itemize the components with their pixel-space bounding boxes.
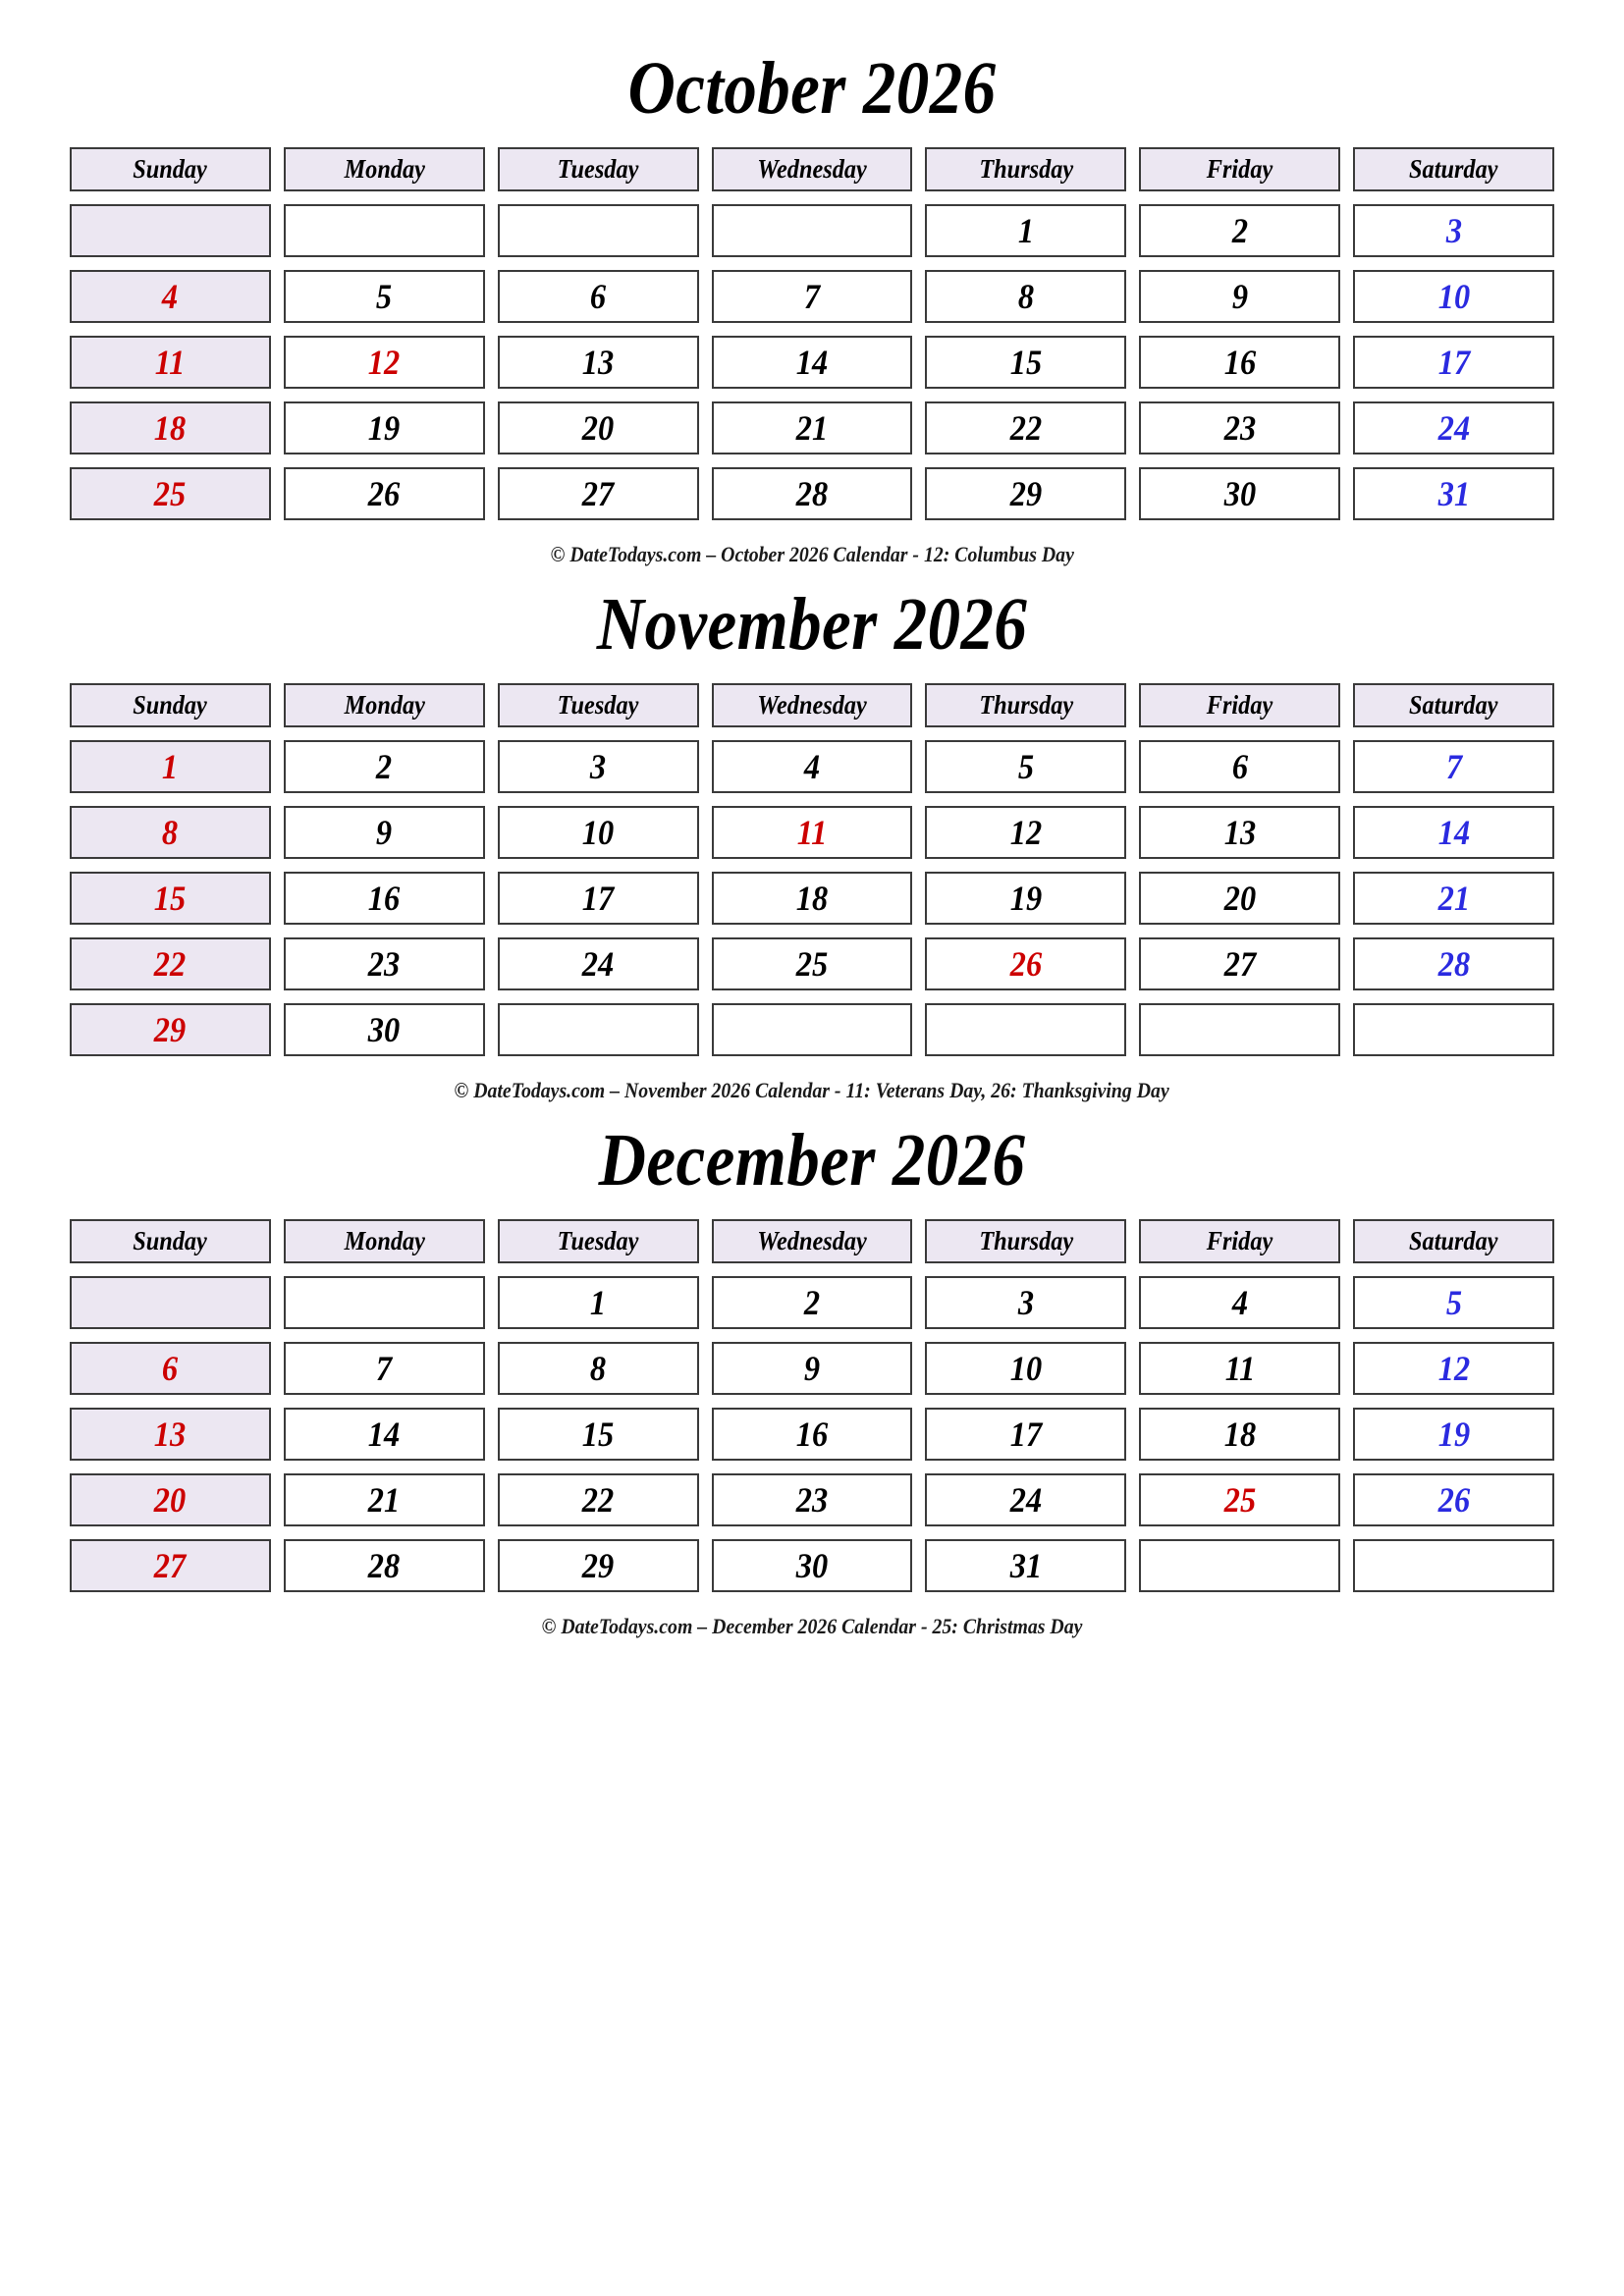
weekday-header-thursday bbox=[925, 147, 1126, 191]
day-number: 1 bbox=[590, 1283, 607, 1322]
day-cell[interactable] bbox=[925, 1408, 1126, 1461]
day-cell[interactable] bbox=[498, 1473, 699, 1526]
day-number: 9 bbox=[1231, 277, 1248, 316]
day-number: 20 bbox=[581, 408, 615, 448]
day-cell[interactable] bbox=[284, 1003, 485, 1056]
day-cell[interactable] bbox=[712, 1473, 913, 1526]
day-cell[interactable] bbox=[284, 740, 485, 793]
weekday-header-label: Wednesday bbox=[757, 1226, 867, 1255]
weekday-header-saturday bbox=[1353, 683, 1554, 727]
weekday-header-label: Thursday bbox=[978, 1226, 1073, 1255]
day-number: 5 bbox=[376, 277, 393, 316]
day-cell[interactable] bbox=[1139, 1473, 1340, 1526]
day-cell[interactable] bbox=[712, 467, 913, 520]
day-cell[interactable] bbox=[70, 1539, 271, 1592]
weekday-header-label: Monday bbox=[344, 154, 425, 184]
day-number: 19 bbox=[1009, 879, 1043, 918]
day-cell[interactable] bbox=[1353, 204, 1554, 257]
day-number: 21 bbox=[368, 1480, 401, 1520]
day-number: 18 bbox=[795, 879, 829, 918]
month-title: December 2026 bbox=[598, 1119, 1026, 1201]
day-cell[interactable] bbox=[1139, 740, 1340, 793]
day-number: 5 bbox=[1445, 1283, 1462, 1322]
months-container bbox=[0, 47, 1624, 1659]
day-cell[interactable] bbox=[284, 270, 485, 323]
month-title: October 2026 bbox=[627, 47, 997, 130]
day-cell[interactable] bbox=[712, 1342, 913, 1395]
weekday-header-label: Friday bbox=[1206, 690, 1273, 720]
day-cell-empty bbox=[712, 1003, 913, 1056]
day-cell[interactable] bbox=[1139, 401, 1340, 454]
day-cell[interactable] bbox=[1353, 806, 1554, 859]
weekday-header-sunday bbox=[70, 683, 271, 727]
day-number: 11 bbox=[155, 343, 186, 382]
day-cell[interactable] bbox=[1139, 806, 1340, 859]
month-block bbox=[0, 1119, 1624, 1659]
day-number: 20 bbox=[154, 1480, 187, 1520]
weekday-header-label: Saturday bbox=[1409, 690, 1498, 720]
month-footnote-text: © DateTodays.com – November 2026 Calendar - 11: Veterans Day, 26: Thanksgiving Day bbox=[454, 1078, 1170, 1102]
day-cell[interactable] bbox=[70, 806, 271, 859]
day-number: 3 bbox=[1017, 1283, 1034, 1322]
day-number: 23 bbox=[795, 1480, 829, 1520]
day-number: 13 bbox=[581, 343, 615, 382]
day-cell[interactable] bbox=[925, 270, 1126, 323]
day-number: 1 bbox=[162, 747, 179, 786]
day-number: 14 bbox=[795, 343, 829, 382]
weekday-header-monday bbox=[284, 683, 485, 727]
day-cell[interactable] bbox=[284, 806, 485, 859]
day-cell-empty bbox=[498, 204, 699, 257]
weekday-header-label: Tuesday bbox=[557, 1226, 639, 1255]
day-number: 28 bbox=[368, 1546, 401, 1585]
calendar-grid bbox=[70, 683, 1554, 1056]
day-number: 26 bbox=[368, 474, 401, 513]
day-cell[interactable] bbox=[498, 467, 699, 520]
day-cell[interactable] bbox=[1139, 1342, 1340, 1395]
weekday-header-label: Sunday bbox=[133, 154, 208, 184]
day-cell[interactable] bbox=[70, 740, 271, 793]
day-number: 17 bbox=[1437, 343, 1470, 382]
day-number: 19 bbox=[368, 408, 401, 448]
day-cell[interactable] bbox=[1353, 1342, 1554, 1395]
day-number: 13 bbox=[1223, 813, 1256, 852]
weekday-header-saturday bbox=[1353, 1219, 1554, 1263]
day-number: 14 bbox=[1437, 813, 1470, 852]
day-cell[interactable] bbox=[284, 336, 485, 389]
day-number: 9 bbox=[803, 1349, 821, 1388]
day-cell[interactable] bbox=[498, 872, 699, 925]
day-cell[interactable] bbox=[70, 1408, 271, 1461]
day-cell[interactable] bbox=[498, 740, 699, 793]
weekday-header-friday bbox=[1139, 683, 1340, 727]
day-number: 23 bbox=[368, 944, 401, 984]
day-cell[interactable] bbox=[284, 1342, 485, 1395]
day-number: 23 bbox=[1223, 408, 1256, 448]
day-cell[interactable] bbox=[70, 1342, 271, 1395]
day-cell[interactable] bbox=[284, 401, 485, 454]
day-cell[interactable] bbox=[70, 1003, 271, 1056]
day-number: 31 bbox=[1009, 1546, 1043, 1585]
day-cell[interactable] bbox=[712, 872, 913, 925]
weekday-header-saturday bbox=[1353, 147, 1554, 191]
day-cell[interactable] bbox=[1139, 1408, 1340, 1461]
day-cell[interactable] bbox=[498, 1408, 699, 1461]
weekday-header-label: Friday bbox=[1206, 154, 1273, 184]
day-cell[interactable] bbox=[284, 1408, 485, 1461]
day-cell[interactable] bbox=[1353, 1276, 1554, 1329]
day-cell[interactable] bbox=[498, 270, 699, 323]
day-cell[interactable] bbox=[925, 1473, 1126, 1526]
calendar-grid bbox=[70, 1219, 1554, 1592]
day-cell[interactable] bbox=[1139, 1276, 1340, 1329]
day-cell[interactable] bbox=[1353, 937, 1554, 990]
day-cell[interactable] bbox=[70, 270, 271, 323]
weekday-header-label: Sunday bbox=[133, 1226, 208, 1255]
weekday-header-tuesday bbox=[498, 147, 699, 191]
day-cell[interactable] bbox=[712, 336, 913, 389]
day-number: 22 bbox=[581, 1480, 615, 1520]
day-cell[interactable] bbox=[1353, 401, 1554, 454]
day-number: 24 bbox=[581, 944, 615, 984]
day-number: 10 bbox=[1009, 1349, 1043, 1388]
weekday-header-label: Tuesday bbox=[557, 690, 639, 720]
day-number: 25 bbox=[795, 944, 829, 984]
month-block bbox=[0, 47, 1624, 587]
day-number: 30 bbox=[368, 1010, 401, 1049]
day-cell[interactable] bbox=[925, 204, 1126, 257]
weekday-header-friday bbox=[1139, 1219, 1340, 1263]
day-cell-empty bbox=[70, 204, 271, 257]
day-number: 14 bbox=[368, 1415, 401, 1454]
weekday-header-friday bbox=[1139, 147, 1340, 191]
day-number: 22 bbox=[154, 944, 187, 984]
day-number: 5 bbox=[1017, 747, 1034, 786]
day-number: 16 bbox=[368, 879, 401, 918]
month-footnote bbox=[0, 542, 1624, 567]
day-cell[interactable] bbox=[70, 467, 271, 520]
day-number: 16 bbox=[1223, 343, 1256, 382]
day-number: 12 bbox=[368, 343, 401, 382]
day-cell[interactable] bbox=[1353, 1473, 1554, 1526]
weekday-header-label: Monday bbox=[344, 1226, 425, 1255]
day-number: 2 bbox=[803, 1283, 821, 1322]
day-number: 22 bbox=[1009, 408, 1043, 448]
day-cell[interactable] bbox=[1139, 937, 1340, 990]
day-cell[interactable] bbox=[498, 336, 699, 389]
day-cell[interactable] bbox=[498, 401, 699, 454]
day-number: 29 bbox=[581, 1546, 615, 1585]
day-number: 27 bbox=[581, 474, 615, 513]
month-block bbox=[0, 583, 1624, 1123]
day-cell-empty bbox=[498, 1003, 699, 1056]
weekday-header-sunday bbox=[70, 1219, 271, 1263]
day-number: 8 bbox=[590, 1349, 607, 1388]
day-cell[interactable] bbox=[925, 937, 1126, 990]
day-cell-empty bbox=[70, 1276, 271, 1329]
day-number: 30 bbox=[1223, 474, 1256, 513]
weekday-header-label: Saturday bbox=[1409, 1226, 1498, 1255]
day-number: 29 bbox=[1009, 474, 1043, 513]
day-number: 3 bbox=[1445, 211, 1462, 250]
day-cell[interactable] bbox=[1353, 1408, 1554, 1461]
day-number: 4 bbox=[1231, 1283, 1248, 1322]
day-cell[interactable] bbox=[1353, 336, 1554, 389]
day-cell[interactable] bbox=[498, 937, 699, 990]
day-cell[interactable] bbox=[712, 401, 913, 454]
day-cell[interactable] bbox=[284, 467, 485, 520]
month-footnote bbox=[0, 1078, 1624, 1103]
day-number: 4 bbox=[162, 277, 179, 316]
day-cell[interactable] bbox=[1139, 467, 1340, 520]
day-cell[interactable] bbox=[712, 740, 913, 793]
day-cell[interactable] bbox=[925, 401, 1126, 454]
day-number: 15 bbox=[1009, 343, 1043, 382]
day-cell[interactable] bbox=[1139, 336, 1340, 389]
day-cell-empty bbox=[1353, 1539, 1554, 1592]
weekday-header-label: Wednesday bbox=[757, 154, 867, 184]
day-number: 27 bbox=[1223, 944, 1256, 984]
day-cell[interactable] bbox=[284, 1539, 485, 1592]
day-number: 6 bbox=[590, 277, 607, 316]
weekday-header-monday bbox=[284, 147, 485, 191]
day-number: 26 bbox=[1437, 1480, 1470, 1520]
weekday-header-wednesday bbox=[712, 1219, 913, 1263]
day-number: 21 bbox=[795, 408, 829, 448]
weekday-header-label: Sunday bbox=[133, 690, 208, 720]
day-number: 30 bbox=[795, 1546, 829, 1585]
day-number: 2 bbox=[1231, 211, 1248, 250]
day-cell[interactable] bbox=[712, 1276, 913, 1329]
day-cell[interactable] bbox=[712, 806, 913, 859]
day-cell[interactable] bbox=[498, 1342, 699, 1395]
day-number: 31 bbox=[1437, 474, 1470, 513]
day-number: 17 bbox=[581, 879, 615, 918]
day-number: 19 bbox=[1437, 1415, 1470, 1454]
day-number: 20 bbox=[1223, 879, 1256, 918]
day-cell-empty bbox=[1139, 1003, 1340, 1056]
day-number: 25 bbox=[1223, 1480, 1256, 1520]
month-footnote-text: © DateTodays.com – October 2026 Calendar - 12: Columbus Day bbox=[550, 542, 1074, 566]
day-cell[interactable] bbox=[70, 336, 271, 389]
weekday-header-label: Thursday bbox=[978, 154, 1073, 184]
weekday-header-wednesday bbox=[712, 147, 913, 191]
day-number: 11 bbox=[1224, 1349, 1256, 1388]
calendar-grid bbox=[70, 147, 1554, 520]
day-cell[interactable] bbox=[925, 740, 1126, 793]
day-cell[interactable] bbox=[1139, 270, 1340, 323]
weekday-header-tuesday bbox=[498, 683, 699, 727]
day-number: 7 bbox=[803, 277, 821, 316]
weekday-header-label: Thursday bbox=[978, 690, 1073, 720]
day-number: 8 bbox=[162, 813, 179, 852]
day-number: 27 bbox=[154, 1546, 187, 1585]
day-cell[interactable] bbox=[925, 1342, 1126, 1395]
day-number: 24 bbox=[1009, 1480, 1043, 1520]
day-cell[interactable] bbox=[712, 937, 913, 990]
day-cell[interactable] bbox=[925, 872, 1126, 925]
day-cell[interactable] bbox=[284, 872, 485, 925]
day-number: 28 bbox=[795, 474, 829, 513]
day-cell[interactable] bbox=[1353, 270, 1554, 323]
day-number: 11 bbox=[796, 813, 828, 852]
day-number: 9 bbox=[376, 813, 393, 852]
day-cell[interactable] bbox=[712, 270, 913, 323]
weekday-header-wednesday bbox=[712, 683, 913, 727]
day-number: 10 bbox=[581, 813, 615, 852]
day-number: 25 bbox=[154, 474, 187, 513]
day-number: 4 bbox=[803, 747, 821, 786]
day-number: 16 bbox=[795, 1415, 829, 1454]
weekday-header-tuesday bbox=[498, 1219, 699, 1263]
day-cell[interactable] bbox=[70, 937, 271, 990]
day-cell[interactable] bbox=[498, 1276, 699, 1329]
month-title: November 2026 bbox=[596, 583, 1028, 666]
day-cell[interactable] bbox=[498, 1539, 699, 1592]
day-cell[interactable] bbox=[284, 937, 485, 990]
day-number: 7 bbox=[376, 1349, 393, 1388]
day-cell[interactable] bbox=[70, 401, 271, 454]
day-cell[interactable] bbox=[70, 1473, 271, 1526]
day-cell[interactable] bbox=[1353, 740, 1554, 793]
day-number: 10 bbox=[1437, 277, 1470, 316]
day-cell-empty bbox=[284, 1276, 485, 1329]
day-number: 7 bbox=[1445, 747, 1462, 786]
day-cell[interactable] bbox=[925, 806, 1126, 859]
day-number: 1 bbox=[1017, 211, 1034, 250]
day-cell-empty bbox=[925, 1003, 1126, 1056]
day-cell[interactable] bbox=[1139, 204, 1340, 257]
day-number: 12 bbox=[1437, 1349, 1470, 1388]
day-number: 13 bbox=[154, 1415, 187, 1454]
weekday-header-label: Saturday bbox=[1409, 154, 1498, 184]
day-cell[interactable] bbox=[498, 806, 699, 859]
day-cell[interactable] bbox=[1353, 872, 1554, 925]
day-cell[interactable] bbox=[1139, 872, 1340, 925]
day-number: 8 bbox=[1017, 277, 1034, 316]
day-cell-empty bbox=[1353, 1003, 1554, 1056]
day-number: 21 bbox=[1437, 879, 1470, 918]
day-cell[interactable] bbox=[1353, 467, 1554, 520]
day-number: 29 bbox=[154, 1010, 187, 1049]
day-number: 15 bbox=[581, 1415, 615, 1454]
day-cell-empty bbox=[284, 204, 485, 257]
weekday-header-label: Tuesday bbox=[557, 154, 639, 184]
weekday-header-monday bbox=[284, 1219, 485, 1263]
month-footnote-text: © DateTodays.com – December 2026 Calendar - 25: Christmas Day bbox=[541, 1614, 1083, 1638]
day-cell[interactable] bbox=[925, 1539, 1126, 1592]
weekday-header-thursday bbox=[925, 1219, 1126, 1263]
day-cell[interactable] bbox=[284, 1473, 485, 1526]
day-number: 6 bbox=[162, 1349, 179, 1388]
day-cell-empty bbox=[1139, 1539, 1340, 1592]
weekday-header-label: Wednesday bbox=[757, 690, 867, 720]
day-number: 17 bbox=[1009, 1415, 1043, 1454]
day-number: 18 bbox=[1223, 1415, 1256, 1454]
day-cell[interactable] bbox=[925, 1276, 1126, 1329]
day-number: 2 bbox=[376, 747, 393, 786]
day-cell-empty bbox=[712, 204, 913, 257]
day-number: 12 bbox=[1009, 813, 1043, 852]
weekday-header-sunday bbox=[70, 147, 271, 191]
weekday-header-label: Monday bbox=[344, 690, 425, 720]
day-number: 18 bbox=[154, 408, 187, 448]
day-cell[interactable] bbox=[712, 1408, 913, 1461]
weekday-header-label: Friday bbox=[1206, 1226, 1273, 1255]
day-cell[interactable] bbox=[712, 1539, 913, 1592]
weekday-header-thursday bbox=[925, 683, 1126, 727]
day-number: 28 bbox=[1437, 944, 1470, 984]
day-number: 15 bbox=[154, 879, 187, 918]
day-number: 24 bbox=[1437, 408, 1470, 448]
day-cell[interactable] bbox=[70, 872, 271, 925]
month-footnote bbox=[0, 1614, 1624, 1639]
day-number: 6 bbox=[1231, 747, 1248, 786]
day-cell[interactable] bbox=[925, 336, 1126, 389]
day-cell[interactable] bbox=[925, 467, 1126, 520]
day-number: 3 bbox=[590, 747, 607, 786]
day-number: 26 bbox=[1009, 944, 1043, 984]
